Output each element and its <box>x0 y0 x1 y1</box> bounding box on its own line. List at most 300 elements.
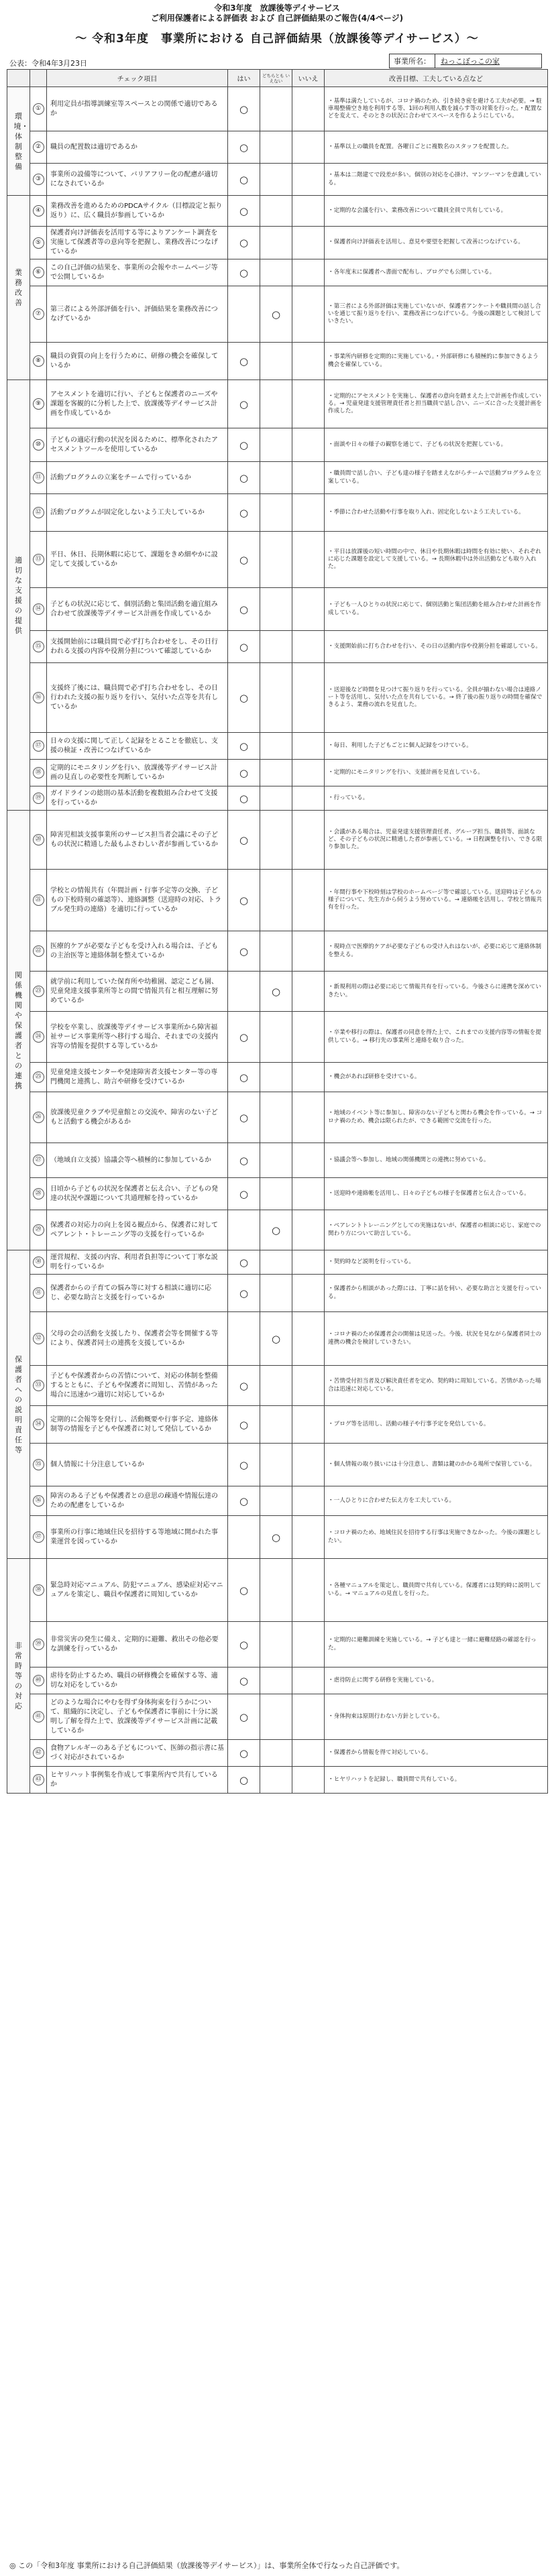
answer-partial-cell <box>260 428 292 462</box>
item-number: ㉒ <box>33 945 44 957</box>
check-item-text: 障害児相談支援事業所のサービス担当者会議にその子どもの状況に精通した最もふさわしい者が参画しているか <box>47 811 228 870</box>
answer-partial-cell <box>260 343 292 380</box>
answer-mark: ○ <box>239 1495 249 1507</box>
answer-yes-cell <box>228 428 260 462</box>
table-row <box>7 494 548 532</box>
answer-yes-cell <box>228 1740 260 1767</box>
answer-partial-cell <box>260 972 292 1012</box>
check-item-text: 子どもの状況に応じて、個別活動と集団活動を適宜組み合わせて放課後等デイサービス計画を作成しているか <box>47 588 228 631</box>
action-text: ・虐待防止に関する研修を実施している。 <box>325 1667 548 1694</box>
item-number: ㊵ <box>33 1675 44 1686</box>
answer-partial-cell <box>260 1767 292 1794</box>
answer-no-cell <box>292 286 325 343</box>
answer-mark: ○ <box>239 1287 249 1299</box>
header-partial: どちらとも いえない <box>260 70 292 87</box>
item-number-cell <box>30 259 47 286</box>
item-number: ② <box>33 141 44 153</box>
action-text: ・コロナ禍のため、地域住民を招待する行事は実施できなかった。今後の課題としたい。 <box>325 1516 548 1559</box>
answer-mark: ○ <box>239 792 249 805</box>
category-cell <box>7 87 30 196</box>
answer-yes-cell <box>228 494 260 532</box>
table-row <box>7 663 548 733</box>
answer-yes-cell <box>228 1444 260 1486</box>
category-label: 業務改善 <box>15 268 22 307</box>
check-item-text: 保護者の対応力の向上を図る観点から、保護者に対してペアレント・トレーニング等の支援を行っているか <box>47 1210 228 1250</box>
check-item-text: 学校を卒業し、放課後等デイサービス事業所から障害福祉サービス事業所等へ移行する場合、それまでの支援内容等の情報を提供する等しているか <box>47 1012 228 1063</box>
item-number-cell <box>30 760 47 786</box>
check-item-text: 個人情報に十分注意しているか <box>47 1444 228 1486</box>
answer-mark: ○ <box>239 355 249 367</box>
action-text: ・ペアレントトレーニングとしての実施はないが、保護者の相談に応じ、家庭での関わり方について助言している。 <box>325 1210 548 1250</box>
item-number: ㉖ <box>33 1112 44 1123</box>
check-item-text: どのような場合にやむを得ず身体拘束を行うかについて、組織的に決定し、子どもや保護者に事前に十分に説明し了解を得た上で、放課後等デイサービス計画に記載しているか <box>47 1694 228 1740</box>
category-cell <box>7 811 30 1250</box>
item-number: ㊴ <box>33 1639 44 1650</box>
item-number: ㊸ <box>33 1774 44 1785</box>
answer-partial-cell <box>260 1275 292 1312</box>
business-name: ねっこぼっこの家 <box>441 57 500 66</box>
footer-note: ◎ この「令和3年度 事業所における自己評価結果（放課後等デイサービス）」は、事業所全体で行なった自己評価です。 <box>9 2561 404 2570</box>
answer-partial-cell <box>260 196 292 227</box>
answer-partial-cell <box>260 733 292 760</box>
item-number: ㉟ <box>33 1459 44 1470</box>
answer-partial-cell <box>260 131 292 164</box>
category-label: 非常時等の対応 <box>15 1641 22 1710</box>
action-text: ・職員間で話し合い、子ども達の様子を踏まえながらチームで活動プログラムを立案している。 <box>325 462 548 494</box>
table-row <box>7 532 548 588</box>
action-text: ・季節に合わせた活動や行事を取り入れ、固定化しないよう工夫している。 <box>325 494 548 532</box>
table-row <box>7 1312 548 1366</box>
answer-no-cell <box>292 1667 325 1694</box>
answer-mark: ○ <box>239 1638 249 1651</box>
answer-no-cell <box>292 1406 325 1444</box>
item-number: ㊲ <box>33 1531 44 1543</box>
table-row <box>7 1406 548 1444</box>
table-row <box>7 1516 548 1559</box>
answer-mark: ○ <box>239 266 249 279</box>
action-text: ・事業所内研修を定期的に実施している。・外部研修にも積極的に参加できるよう機会を確保している。 <box>325 343 548 380</box>
action-text: ・平日は放課後の短い時間の中で、休日や長期休暇は時間を有効に使い、それぞれに応じた課題を設定して支援している。→ 長期休暇中は外出活動なども取り入れた。 <box>325 532 548 588</box>
answer-mark: ○ <box>239 398 249 410</box>
header-number <box>30 70 47 87</box>
action-text: ・契約時など説明を行っている。 <box>325 1250 548 1275</box>
action-text: ・支援開始前に打ち合わせを行い、その日の活動内容や役割分担を確認している。 <box>325 631 548 663</box>
item-number: ㊳ <box>33 1584 44 1596</box>
item-number: ⑪ <box>33 472 44 483</box>
item-number-cell <box>30 428 47 462</box>
action-text: ・定期的に避難訓練を実施している。→ 子ども達と一緒に避難経路の確認を行った。 <box>325 1622 548 1667</box>
answer-mark: ○ <box>239 438 249 451</box>
item-number: ㉞ <box>33 1419 44 1430</box>
answer-yes-cell <box>228 870 260 931</box>
table-row <box>7 760 548 786</box>
answer-yes-cell <box>228 760 260 786</box>
action-text: ・地域のイベント等に参加し、障害のない子どもと関わる機会を作っている。→ コロナ禍のため、機会は限られたが、できる範囲で交流を行った。 <box>325 1092 548 1143</box>
action-text: ・定期的にアセスメントを実施し、保護者の意向を踏まえた上で計画を作成している。→ 児童発達支援管理責任者と担当職員で話し合い、ニーズに合った支援計画を作成した。 <box>325 380 548 428</box>
answer-no-cell <box>292 1767 325 1794</box>
item-number-cell <box>30 811 47 870</box>
table-row <box>7 1444 548 1486</box>
answer-no-cell <box>292 131 325 164</box>
header-item: チェック項目 <box>47 70 228 87</box>
item-number: ⑯ <box>33 692 44 703</box>
answer-mark: ○ <box>239 553 249 566</box>
table-row <box>7 87 548 131</box>
table-row <box>7 786 548 811</box>
item-number: ㉛ <box>33 1287 44 1299</box>
check-item-text: 日頃から子どもの状況を保護者と伝え合い、子どもの発達の状況や課題について共通理解を持っているか <box>47 1178 228 1210</box>
answer-mark: ○ <box>239 740 249 752</box>
table-row <box>7 259 548 286</box>
action-text: ・毎日、利用した子どもごとに個人記録をつけている。 <box>325 733 548 760</box>
answer-no-cell <box>292 196 325 227</box>
answer-no-cell <box>292 972 325 1012</box>
answer-yes-cell <box>228 1012 260 1063</box>
answer-no-cell <box>292 259 325 286</box>
item-number: ㉙ <box>33 1224 44 1236</box>
answer-partial-cell <box>260 931 292 972</box>
table-row <box>7 1622 548 1667</box>
answer-no-cell <box>292 1210 325 1250</box>
answer-mark: ○ <box>239 1747 249 1759</box>
answer-no-cell <box>292 1559 325 1622</box>
check-item-text: 就学前に利用していた保育所や幼稚園、認定こども園、児童発達支援事業所等との間で情報共有と相互理解に努めているか <box>47 972 228 1012</box>
item-number: ⑫ <box>33 507 44 518</box>
answer-mark: ○ <box>239 204 249 217</box>
item-number-cell <box>30 462 47 494</box>
answer-mark: ○ <box>239 471 249 484</box>
answer-partial-cell <box>260 1667 292 1694</box>
item-number: ⑥ <box>33 267 44 278</box>
item-number-cell <box>30 1092 47 1143</box>
item-number-cell <box>30 786 47 811</box>
answer-yes-cell <box>228 1063 260 1092</box>
answer-mark: ○ <box>239 103 249 115</box>
check-item-text: この自己評価の結果を、事業所の会報やホームページ等で公開しているか <box>47 259 228 286</box>
item-number: ㉚ <box>33 1256 44 1268</box>
answer-no-cell <box>292 733 325 760</box>
table-row <box>7 811 548 870</box>
answer-no-cell <box>292 811 325 870</box>
action-text: ・各種マニュアルを策定し、職員間で共有している。保護者には契約時に説明している。→ マニュアルの見直しを行った。 <box>325 1559 548 1622</box>
table-row <box>7 286 548 343</box>
answer-yes-cell <box>228 1092 260 1143</box>
answer-partial-cell <box>260 259 292 286</box>
check-item-text: 放課後児童クラブや児童館との交流や、障害のない子どもと活動する機会があるか <box>47 1092 228 1143</box>
answer-no-cell <box>292 1444 325 1486</box>
answer-yes-cell <box>228 1667 260 1694</box>
answer-yes-cell <box>228 786 260 811</box>
category-cell <box>7 380 30 811</box>
page-title: ～ 令和3年度 事業所における 自己評価結果（放課後等デイサービス）～ <box>75 32 479 46</box>
table-row <box>7 870 548 931</box>
table-row <box>7 931 548 972</box>
answer-mark: ○ <box>239 1458 249 1471</box>
answer-yes-cell <box>228 1486 260 1516</box>
answer-yes-cell <box>228 196 260 227</box>
answer-partial-cell <box>260 532 292 588</box>
answer-no-cell <box>292 1250 325 1275</box>
item-number: ⑨ <box>33 398 44 410</box>
action-text: ・ブログ等を活用し、活動の様子や行事予定を発信している。 <box>325 1406 548 1444</box>
item-number: ④ <box>33 205 44 217</box>
item-number-cell <box>30 1516 47 1559</box>
item-number: ㊷ <box>33 1747 44 1759</box>
item-number-cell <box>30 1063 47 1092</box>
answer-mark: ○ <box>239 1187 249 1200</box>
item-number-cell <box>30 870 47 931</box>
evaluation-table-body <box>7 87 548 1794</box>
action-text: ・苦情受付担当者及び解決責任者を定め、契約時に周知している。苦情があった場合は迅速に対応している。 <box>325 1366 548 1406</box>
answer-yes-cell <box>228 1767 260 1794</box>
answer-mark: ○ <box>239 640 249 653</box>
answer-yes-cell <box>228 1312 260 1366</box>
table-row <box>7 631 548 663</box>
answer-partial-cell <box>260 1740 292 1767</box>
answer-partial-cell <box>260 870 292 931</box>
check-item-text: 職員の資質の向上を行うために、研修の機会を確保しているか <box>47 343 228 380</box>
answer-partial-cell <box>260 1444 292 1486</box>
item-number-cell <box>30 588 47 631</box>
table-row <box>7 1667 548 1694</box>
item-number-cell <box>30 196 47 227</box>
item-number: ⑧ <box>33 355 44 367</box>
answer-mark: ○ <box>239 1071 249 1084</box>
answer-yes-cell <box>228 1694 260 1740</box>
check-item-text: 事業所の設備等について、バリアフリー化の配慮が適切になされているか <box>47 164 228 196</box>
answer-yes-cell <box>228 1143 260 1178</box>
item-number: ㉕ <box>33 1071 44 1083</box>
action-text: ・会議がある場合は、児童発達支援管理責任者、グループ担当、職員等、面談など、その子どもの状況に精通した者が参画している。→ 日程調整を行い、できる限り参加した。 <box>325 811 548 870</box>
answer-yes-cell <box>228 588 260 631</box>
action-text: ・送迎後など時間を見つけて振り返りを行っている。全員が揃わない場合は連絡ノート等を活用し、気付いた点を共有している。→ 終了後の振り返りの時間を確保できるよう、業務の流れを見直した。 <box>325 663 548 733</box>
answer-no-cell <box>292 1622 325 1667</box>
answer-partial-cell <box>260 760 292 786</box>
action-text: ・協議会等へ参加し、地域の関係機関との連携に努めている。 <box>325 1143 548 1178</box>
answer-partial-cell <box>260 1143 292 1178</box>
business-label: 事業所名： <box>390 54 435 68</box>
table-row <box>7 1767 548 1794</box>
table-row <box>7 1092 548 1143</box>
table-row <box>7 1694 548 1740</box>
action-text: ・定期的な会議を行い、業務改善について職員全員で共有している。 <box>325 196 548 227</box>
item-number: ㉑ <box>33 894 44 906</box>
answer-yes-cell <box>228 663 260 733</box>
item-number-cell <box>30 1767 47 1794</box>
check-item-text: 活動プログラムの立案をチームで行っているか <box>47 462 228 494</box>
table-row <box>7 1559 548 1622</box>
answer-no-cell <box>292 227 325 259</box>
item-number: ㉓ <box>33 986 44 997</box>
answer-partial-cell <box>260 1063 292 1092</box>
header-no: いいえ <box>292 70 325 87</box>
answer-no-cell <box>292 631 325 663</box>
table-row <box>7 1143 548 1178</box>
answer-yes-cell <box>228 131 260 164</box>
publication-date: 公表：令和4年3月23日 <box>9 59 87 68</box>
item-number-cell <box>30 1275 47 1312</box>
answer-mark: ○ <box>239 1111 249 1124</box>
answer-mark: ○ <box>239 1710 249 1723</box>
answer-mark: ○ <box>239 1031 249 1043</box>
item-number-cell <box>30 1366 47 1406</box>
answer-partial-cell <box>260 1178 292 1210</box>
item-number: ㊱ <box>33 1495 44 1507</box>
action-text: ・コロナ禍のため保護者会の開催は見送った。今後、状況を見ながら保護者同士の連携の機会を検討していきたい。 <box>325 1312 548 1366</box>
table-header-row <box>7 70 548 87</box>
answer-yes-cell <box>228 811 260 870</box>
check-item-text: 職員の配置数は適切であるか <box>47 131 228 164</box>
answer-partial-cell <box>260 663 292 733</box>
answer-no-cell <box>292 1694 325 1740</box>
action-text: ・定期的にモニタリングを行い、支援計画を見直している。 <box>325 760 548 786</box>
check-item-text: 業務改善を進めるためのPDCAサイクル（目標設定と振り返り）に、広く職員が参画しているか <box>47 196 228 227</box>
table-row <box>7 1366 548 1406</box>
answer-yes-cell <box>228 1406 260 1444</box>
check-item-text: アセスメントを適切に行い、子どもと保護者のニーズや課題を客観的に分析した上で、放課後等デイサービス計画を作成しているか <box>47 380 228 428</box>
answer-yes-cell <box>228 462 260 494</box>
item-number-cell <box>30 87 47 131</box>
table-row <box>7 1012 548 1063</box>
item-number-cell <box>30 1694 47 1740</box>
item-number-cell <box>30 1250 47 1275</box>
item-number-cell <box>30 1012 47 1063</box>
check-item-text: 支援開始前には職員間で必ず打ち合わせをし、その日行われる支援の内容や役割分担について確認しているか <box>47 631 228 663</box>
item-number: ⑮ <box>33 641 44 652</box>
header-action: 改善目標、工夫している点など <box>325 70 548 87</box>
category-label: 関係機関や保護者との連携 <box>15 970 22 1090</box>
table-row <box>7 588 548 631</box>
table-row <box>7 380 548 428</box>
answer-mark: ○ <box>239 1154 249 1167</box>
answer-partial-cell <box>260 1250 292 1275</box>
item-number: ⑲ <box>33 793 44 804</box>
action-text: ・各年度末に保護者へ書面で配布し、ブログでも公開している。 <box>325 259 548 286</box>
check-item-text: 虐待を防止するため、職員の研修機会を確保する等、適切な対応をしているか <box>47 1667 228 1694</box>
item-number-cell <box>30 286 47 343</box>
answer-partial-cell <box>260 1366 292 1406</box>
answer-no-cell <box>292 1092 325 1143</box>
action-text: ・ヒヤリハットを記録し、職員間で共有している。 <box>325 1767 548 1794</box>
check-item-text: 非常災害の発生に備え、定期的に避難、救出その他必要な訓練を行っているか <box>47 1622 228 1667</box>
item-number-cell <box>30 733 47 760</box>
item-number: ㉔ <box>33 1031 44 1043</box>
item-number-cell <box>30 227 47 259</box>
item-number-cell <box>30 164 47 196</box>
answer-no-cell <box>292 494 325 532</box>
answer-mark: ○ <box>271 985 281 998</box>
answer-partial-cell <box>260 1312 292 1366</box>
answer-no-cell <box>292 1740 325 1767</box>
item-number-cell <box>30 1667 47 1694</box>
item-number-cell <box>30 1178 47 1210</box>
item-number: ⑦ <box>33 308 44 320</box>
action-text: ・面談や日々の様子の観察を通じて、子どもの状況を把握している。 <box>325 428 548 462</box>
check-item-text: ガイドラインの総則の基本活動を複数組み合わせて支援を行っているか <box>47 786 228 811</box>
answer-no-cell <box>292 1178 325 1210</box>
table-row <box>7 1250 548 1275</box>
business-name-box <box>389 54 542 68</box>
action-text: ・個人情報の取り扱いには十分注意し、書類は鍵のかかる場所で保管している。 <box>325 1444 548 1486</box>
check-item-text: 平日、休日、長期休暇に応じて、課題をきめ細やかに設定して支援しているか <box>47 532 228 588</box>
check-item-text: 日々の支援に関して正しく記録をとることを徹底し、支援の検証・改善につなげているか <box>47 733 228 760</box>
item-number-cell <box>30 343 47 380</box>
header-line1: 令和3年度 放課後等デイサービス <box>214 3 340 13</box>
answer-no-cell <box>292 786 325 811</box>
answer-yes-cell <box>228 1275 260 1312</box>
action-text: ・送迎時や連絡帳を活用し、日々の子どもの様子を保護者と伝え合っている。 <box>325 1178 548 1210</box>
answer-partial-cell <box>260 1092 292 1143</box>
answer-partial-cell <box>260 1622 292 1667</box>
item-number-cell <box>30 494 47 532</box>
action-text: ・保護者向け評価表を活用し、意見や要望を把握して改善につなげている。 <box>325 227 548 259</box>
action-text: ・基本は二階建てで段差が多い。個別の対応を心掛け、マンツーマンを意識している。 <box>325 164 548 196</box>
answer-no-cell <box>292 380 325 428</box>
action-text: ・現時点で医療的ケアが必要な子どもの受け入れはないが、必要に応じて連絡体制を整える。 <box>325 931 548 972</box>
item-number: ㊶ <box>33 1711 44 1722</box>
check-item-text: 定期的にモニタリングを行い、放課後等デイサービス計画の見直しの必要性を判断しているか <box>47 760 228 786</box>
item-number: ① <box>33 103 44 115</box>
answer-partial-cell <box>260 1210 292 1250</box>
action-text: ・子ども一人ひとりの状況に応じて、個別活動と集団活動を組み合わせた計画を作成している。 <box>325 588 548 631</box>
answer-mark: ○ <box>239 237 249 249</box>
check-item-text: （地域自立支援）協議会等へ積極的に参加しているか <box>47 1143 228 1178</box>
answer-mark: ○ <box>239 1773 249 1786</box>
answer-partial-cell <box>260 286 292 343</box>
item-number-cell <box>30 1210 47 1250</box>
action-text: ・新規利用の際は必要に応じて情報共有を行っている。今後さらに連携を深めていきたい。 <box>325 972 548 1012</box>
answer-partial-cell <box>260 1486 292 1516</box>
check-item-text: 運営規程、支援の内容、利用者負担等について丁寧な説明を行っているか <box>47 1250 228 1275</box>
action-text: ・基準以上の職員を配置。各曜日ごとに複数名のスタッフを配置した。 <box>325 131 548 164</box>
item-number-cell <box>30 1622 47 1667</box>
check-item-text: 支援終了後には、職員間で必ず打ち合わせをし、その日行われた支援の振り返りを行い、気付いた点等を共有しているか <box>47 663 228 733</box>
answer-yes-cell <box>228 1366 260 1406</box>
answer-mark: ○ <box>271 308 281 320</box>
check-item-text: 学校との情報共有（年間計画・行事予定等の交換、子どもの下校時刻の確認等）、連絡調整（送迎時の対応、トラブル発生時の連絡）を適切に行っているか <box>47 870 228 931</box>
answer-partial-cell <box>260 462 292 494</box>
item-number-cell <box>30 1559 47 1622</box>
answer-partial-cell <box>260 1694 292 1740</box>
answer-mark: ○ <box>239 766 249 779</box>
action-text: ・保護者から情報を得て対応している。 <box>325 1740 548 1767</box>
check-item-text: 父母の会の活動を支援したり、保護者会等を開催する等により、保護者同士の連携を支援しているか <box>47 1312 228 1366</box>
check-item-text: 児童発達支援センターや発達障害者支援センター等の専門機関と連携し、助言や研修を受けているか <box>47 1063 228 1092</box>
answer-yes-cell <box>228 1250 260 1275</box>
answer-yes-cell <box>228 1516 260 1559</box>
item-number: ⑰ <box>33 740 44 752</box>
check-item-text: 緊急時対応マニュアル、防犯マニュアル、感染症対応マニュアルを策定し、職員や保護者に周知しているか <box>47 1559 228 1622</box>
item-number: ㉜ <box>33 1333 44 1344</box>
answer-partial-cell <box>260 1516 292 1559</box>
table-row <box>7 972 548 1012</box>
answer-mark: ○ <box>239 833 249 846</box>
answer-no-cell <box>292 1143 325 1178</box>
answer-yes-cell <box>228 1210 260 1250</box>
answer-no-cell <box>292 931 325 972</box>
answer-yes-cell <box>228 972 260 1012</box>
check-item-text: 医療的ケアが必要な子どもを受け入れる場合は、子どもの主治医等と連絡体制を整えているか <box>47 931 228 972</box>
item-number-cell <box>30 1740 47 1767</box>
answer-no-cell <box>292 87 325 131</box>
item-number: ⑱ <box>33 767 44 778</box>
category-label: 適切な支援の提供 <box>15 555 22 635</box>
check-item-text: ヒヤリハット事例集を作成して事業所内で共有しているか <box>47 1767 228 1794</box>
table-row <box>7 428 548 462</box>
action-text: ・年間行事や下校時刻は学校のホームページ等で確認している。送迎時は子どもの様子について、先生方から伺うよう努めている。→ 連絡帳を活用し、学校と情報共有を行った。 <box>325 870 548 931</box>
answer-mark: ○ <box>239 1379 249 1392</box>
answer-yes-cell <box>228 1559 260 1622</box>
